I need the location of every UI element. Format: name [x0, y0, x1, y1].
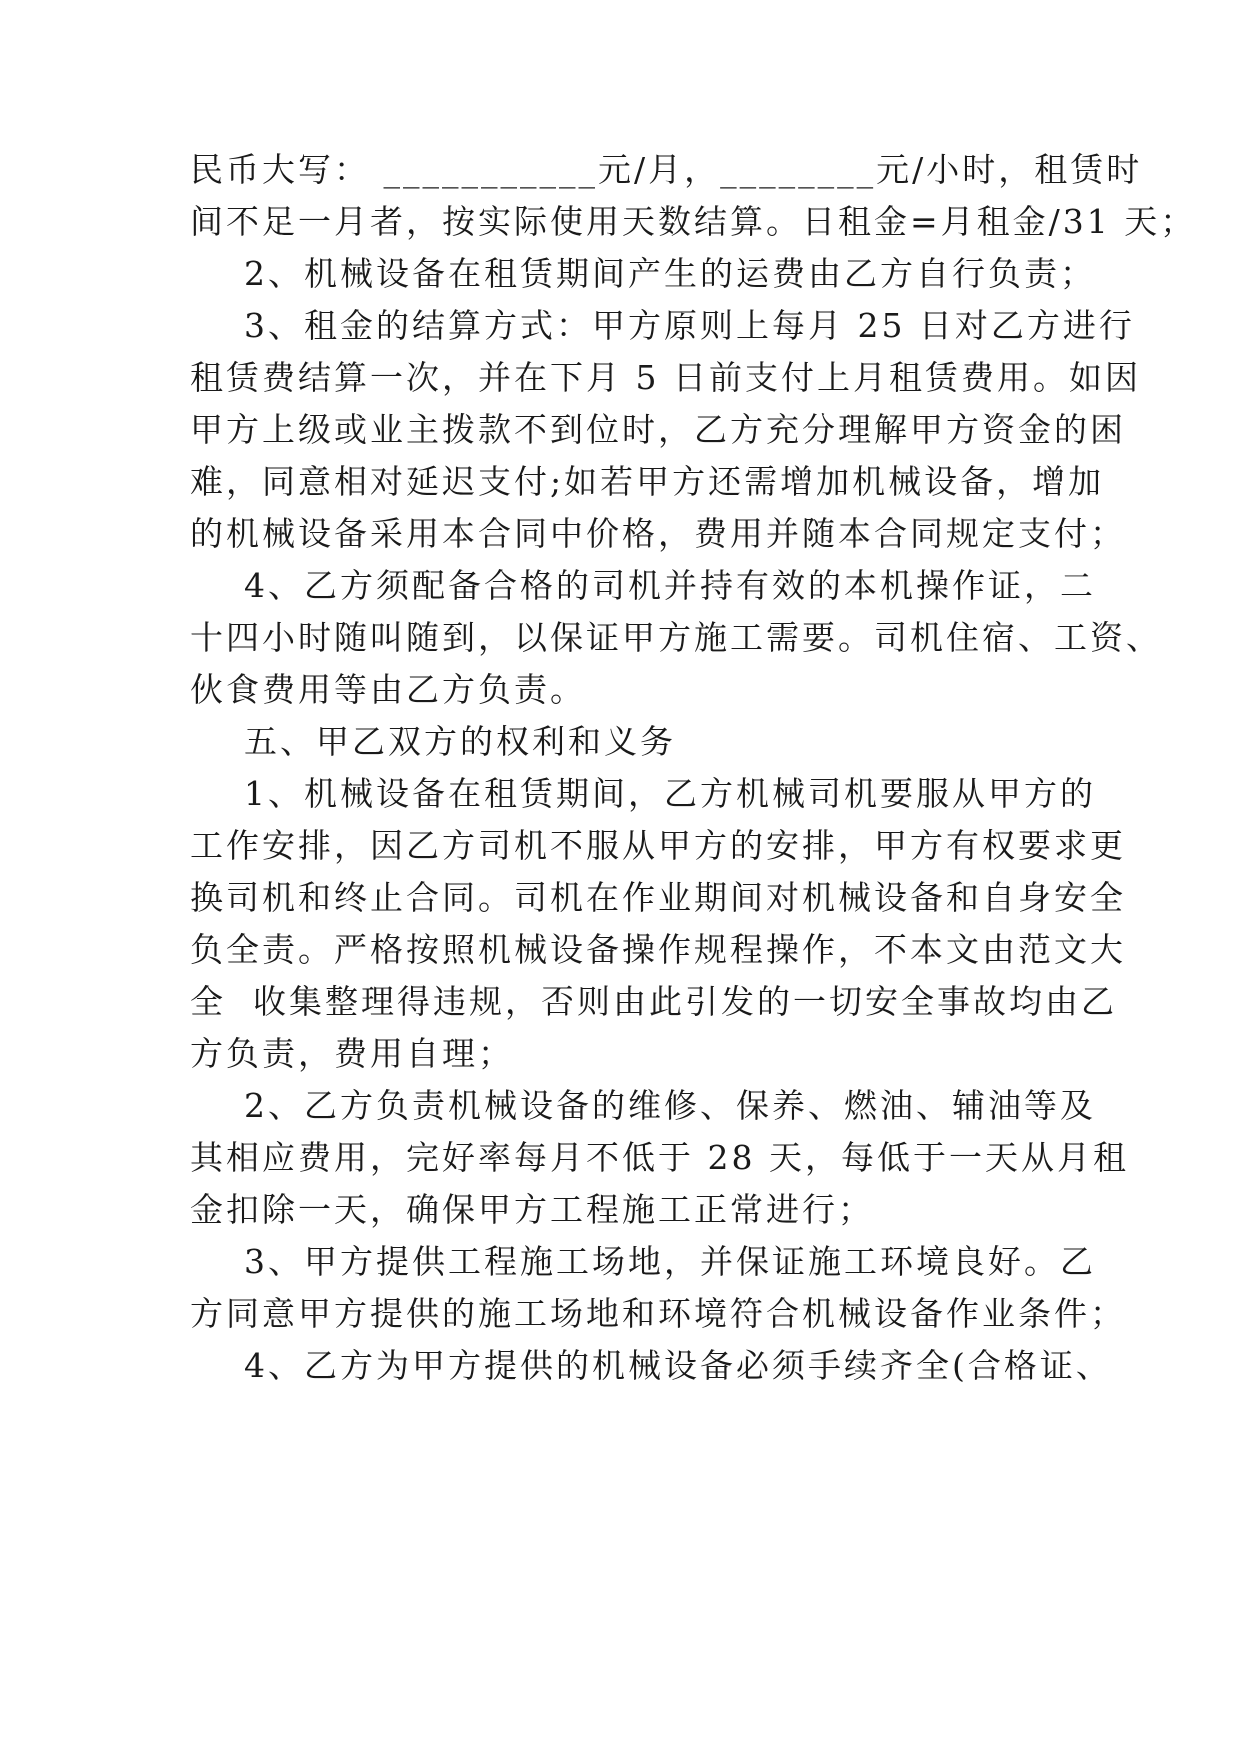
text-line: 3、租金的结算方式：甲方原则上每月 25 日对乙方进行: [190, 306, 1135, 345]
text-line: 4、乙方为甲方提供的机械设备必须手续齐全(合格证、: [190, 1346, 1112, 1385]
text-line: 2、乙方负责机械设备的维修、保养、燃油、辅油等及: [190, 1086, 1096, 1125]
text-line: 3、甲方提供工程施工场地，并保证施工环境良好。乙: [190, 1242, 1096, 1281]
text-line: 2、机械设备在租赁期间产生的运费由乙方自行负责；: [190, 254, 1096, 293]
text-line: 伙食费用等由乙方负责。: [190, 670, 586, 709]
text-line: 民币大写： ___________元/月，________元/小时，租赁时: [190, 150, 1143, 189]
text-line: 负全责。严格按照机械设备操作规程操作，不本文由范文大: [190, 930, 1126, 969]
text-line: 间不足一月者，按实际使用天数结算。日租金=月租金/31 天；: [190, 202, 1197, 241]
text-line: 难，同意相对延迟支付;如若甲方还需增加机械设备，增加: [190, 462, 1105, 501]
text-line: 4、乙方须配备合格的司机并持有效的本机操作证，二: [190, 566, 1096, 605]
text-line: 方负责，费用自理；: [190, 1034, 514, 1073]
text-line: 十四小时随叫随到，以保证甲方施工需要。司机住宿、工资、: [190, 618, 1162, 657]
text-line: 金扣除一天，确保甲方工程施工正常进行；: [190, 1190, 874, 1229]
text-line: 甲方上级或业主拨款不到位时，乙方充分理解甲方资金的困: [190, 410, 1126, 449]
text-line: 租赁费结算一次，并在下月 5 日前支付上月租赁费用。如因: [190, 358, 1141, 397]
text-line: 工作安排，因乙方司机不服从甲方的安排，甲方有权要求更: [190, 826, 1126, 865]
text-line: 的机械设备采用本合同中价格，费用并随本合同规定支付；: [190, 514, 1126, 553]
text-line: 换司机和终止合同。司机在作业期间对机械设备和自身安全: [190, 878, 1126, 917]
text-line: 其相应费用，完好率每月不低于 28 天，每低于一天从月租: [190, 1138, 1129, 1177]
text-line: 1、机械设备在租赁期间，乙方机械司机要服从甲方的: [190, 774, 1096, 813]
text-line: 方同意甲方提供的施工场地和环境符合机械设备作业条件；: [190, 1294, 1126, 1333]
text-line: 全 收集整理得违规，否则由此引发的一切安全事故均由乙: [190, 982, 1117, 1021]
section-heading: 五、甲乙双方的权利和义务: [190, 722, 676, 761]
